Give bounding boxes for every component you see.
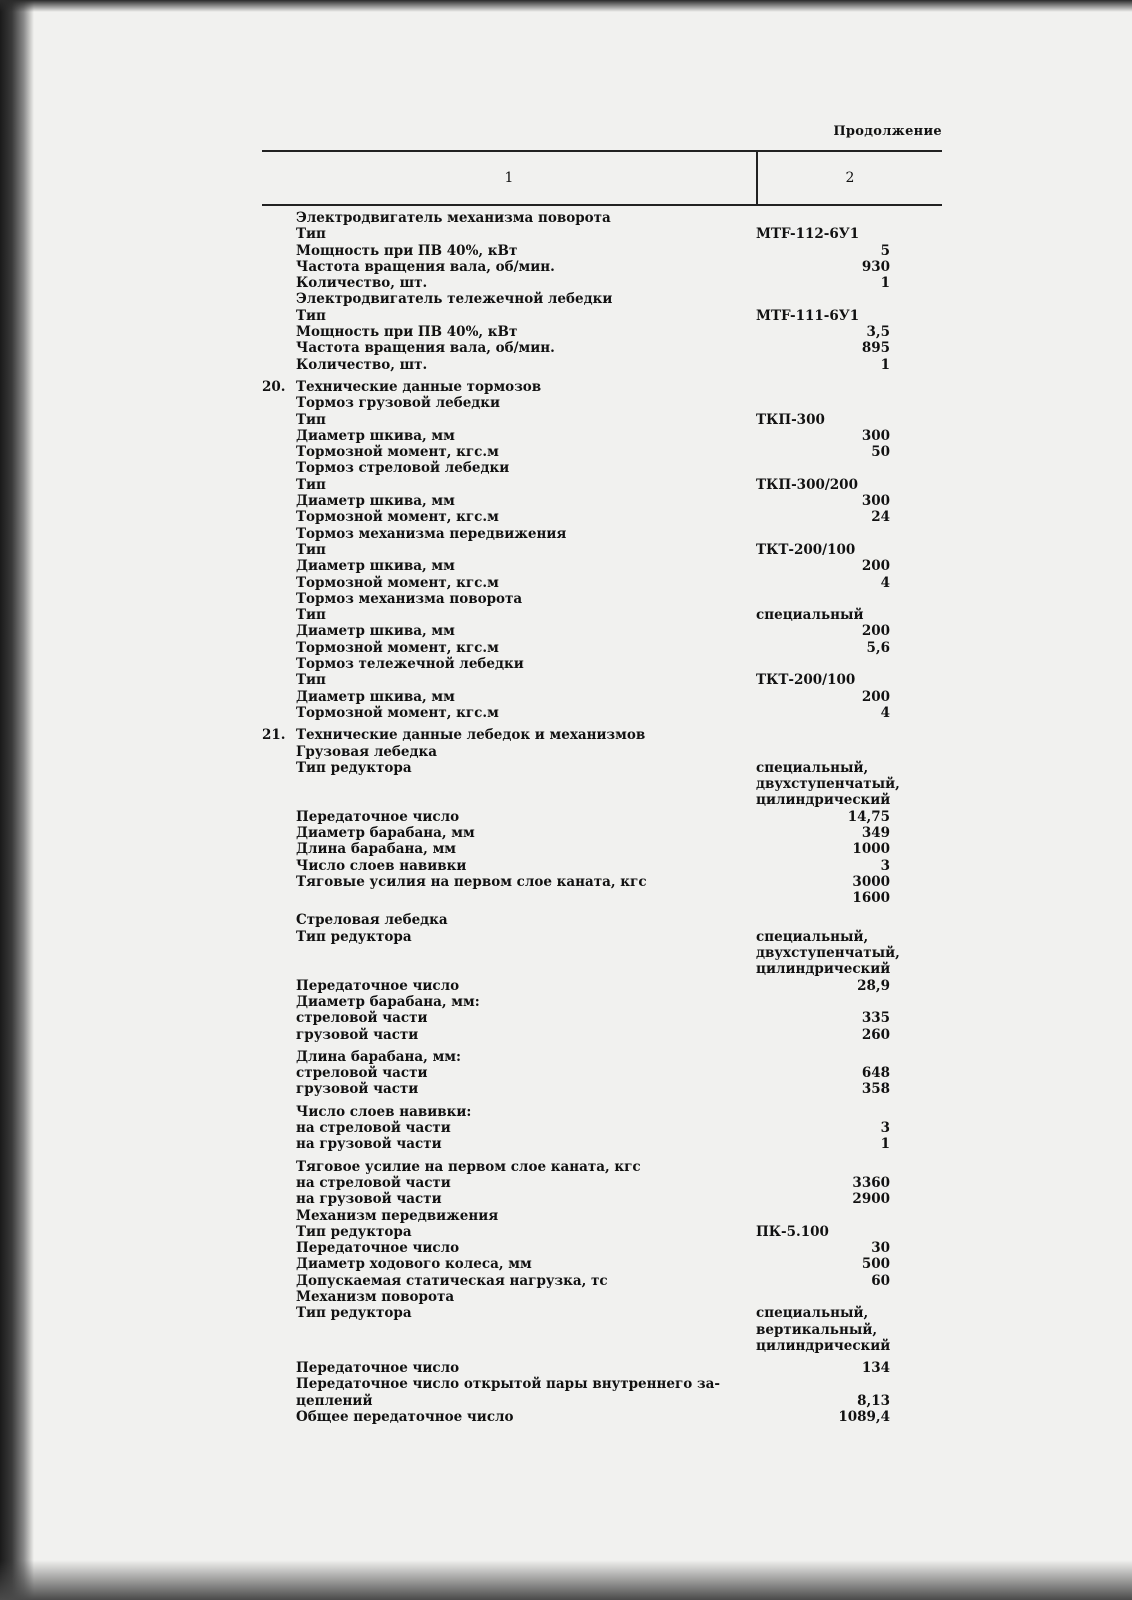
table-row — [262, 1027, 942, 1043]
row-value: 200 — [861, 558, 890, 575]
row-label — [296, 1322, 750, 1338]
table-row — [262, 656, 942, 672]
row-label: Тип — [296, 226, 326, 243]
row-label: Общее передаточное число — [296, 1409, 514, 1426]
row-value: 648 — [861, 1065, 890, 1082]
row-label: Тормоз механизма передвижения — [296, 525, 567, 542]
row-value — [750, 727, 942, 743]
row-number — [262, 760, 296, 776]
row-label: Диаметр шкива, мм — [296, 558, 455, 575]
row-number — [262, 1360, 296, 1376]
table-row — [262, 1136, 942, 1152]
row-number — [262, 809, 296, 825]
table-row — [262, 1175, 942, 1191]
row-value: специальный, — [756, 759, 869, 776]
table-row — [262, 760, 942, 776]
table-row — [262, 1159, 942, 1175]
row-value — [750, 379, 942, 395]
table-row — [262, 1289, 942, 1305]
row-label: Тип редуктора — [296, 928, 412, 945]
row-number — [262, 1224, 296, 1240]
row-label — [296, 776, 750, 792]
row-value: цилиндрический — [756, 1337, 891, 1354]
row-value: 1 — [880, 356, 890, 373]
table-row — [262, 912, 942, 928]
row-value: 5,6 — [866, 639, 890, 656]
table-row — [262, 1338, 942, 1354]
row-value: 3360 — [852, 1174, 890, 1191]
table-row — [262, 1376, 942, 1392]
table-row — [262, 874, 942, 890]
row-value — [750, 395, 942, 411]
row-value: 30 — [871, 1240, 890, 1257]
row-number — [262, 493, 296, 509]
table-row — [262, 1393, 942, 1409]
scan-top-edge — [0, 0, 1132, 12]
row-number — [262, 275, 296, 291]
row-number — [262, 1409, 296, 1425]
table-row — [262, 1224, 942, 1240]
table-row — [262, 1273, 942, 1289]
table-row — [262, 623, 942, 639]
row-number — [262, 412, 296, 428]
row-value: МТF-112-6У1 — [756, 226, 860, 243]
row-label: Тип — [296, 607, 326, 624]
table-row — [262, 275, 942, 291]
row-label: Тормозной момент, кгс.м — [296, 704, 499, 721]
table-row — [262, 1360, 942, 1376]
table-row — [262, 1409, 942, 1425]
row-value — [750, 591, 942, 607]
row-value: вертикальный, — [756, 1321, 878, 1338]
table-row — [262, 890, 942, 906]
row-number — [262, 460, 296, 476]
table-row — [262, 945, 942, 961]
row-value: 4 — [880, 574, 890, 591]
row-number — [262, 945, 296, 961]
row-label: Электродвигатель тележечной лебедки — [296, 291, 613, 308]
row-label — [296, 945, 750, 961]
row-label: Технические данные лебедок и механизмов — [296, 727, 646, 744]
row-label: Диаметр шкива, мм — [296, 427, 455, 444]
row-value: 300 — [861, 427, 890, 444]
row-label — [296, 1338, 750, 1354]
row-number — [262, 874, 296, 890]
row-value: 500 — [861, 1256, 890, 1273]
row-number — [262, 428, 296, 444]
table-row — [262, 640, 942, 656]
row-number — [262, 259, 296, 275]
row-number — [262, 243, 296, 259]
row-number — [262, 825, 296, 841]
row-label: Тормозной момент, кгс.м — [296, 639, 499, 656]
row-value — [750, 656, 942, 672]
row-label: Тип редуктора — [296, 759, 412, 776]
row-label: Передаточное число — [296, 1240, 460, 1257]
row-number — [262, 744, 296, 760]
row-number: 20. — [262, 378, 286, 395]
row-label: Тяговые усилия на первом слое каната, кгс — [296, 873, 647, 890]
table-row — [262, 291, 942, 307]
table-header-col2: 2 — [845, 170, 855, 186]
scan-left-edge — [0, 0, 34, 1600]
row-label: Тяговое усилие на первом слое каната, кгс — [296, 1158, 641, 1175]
row-value: 50 — [871, 444, 890, 461]
row-label: Тип — [296, 476, 326, 493]
row-number — [262, 340, 296, 356]
table-row — [262, 340, 942, 356]
row-value — [750, 210, 942, 226]
row-value — [750, 994, 942, 1010]
row-label: Грузовая лебедка — [296, 743, 438, 760]
row-label: Тип редуктора — [296, 1305, 412, 1322]
row-number — [262, 929, 296, 945]
row-label: Частота вращения вала, об/мин. — [296, 258, 555, 275]
table-row — [262, 412, 942, 428]
row-number — [262, 1289, 296, 1305]
row-label: Диаметр барабана, мм — [296, 824, 475, 841]
row-label: Допускаемая статическая нагрузка, тс — [296, 1272, 608, 1289]
row-value: 1089,4 — [838, 1409, 890, 1426]
row-label: Диаметр шкива, мм — [296, 493, 455, 510]
table-header — [262, 150, 942, 206]
row-value: 2900 — [852, 1191, 890, 1208]
table-row — [262, 226, 942, 242]
row-number — [262, 961, 296, 977]
table-row — [262, 672, 942, 688]
row-value — [750, 526, 942, 542]
row-number — [262, 858, 296, 874]
row-number — [262, 1393, 296, 1409]
row-label: Число слоев навивки — [296, 857, 467, 874]
row-number — [262, 994, 296, 1010]
row-label: Тормоз грузовой лебедки — [296, 395, 501, 412]
row-value: ТКТ-200/100 — [756, 672, 856, 689]
row-label: Механизм поворота — [296, 1289, 455, 1305]
row-number — [262, 890, 296, 906]
table-row — [262, 493, 942, 509]
row-label: на грузовой части — [296, 1136, 442, 1153]
row-value: 930 — [861, 258, 890, 275]
row-number — [262, 656, 296, 672]
row-label: Диаметр барабана, мм: — [296, 993, 480, 1010]
row-value: 134 — [861, 1360, 890, 1377]
row-label: Механизм передвижения — [296, 1207, 499, 1224]
row-number — [262, 444, 296, 460]
table-row — [262, 243, 942, 259]
table-row — [262, 1191, 942, 1207]
spec-table-body — [262, 210, 942, 1425]
row-number — [262, 1159, 296, 1175]
row-value: цилиндрический — [756, 792, 891, 809]
row-label: Стреловая лебедка — [296, 912, 448, 929]
row-value: двухступенчатый, — [756, 945, 900, 962]
row-number — [262, 1081, 296, 1097]
table-row — [262, 558, 942, 574]
row-label: цеплений — [296, 1392, 373, 1409]
row-value: 358 — [861, 1081, 890, 1098]
row-value — [750, 912, 942, 928]
row-number — [262, 1027, 296, 1043]
table-row — [262, 357, 942, 373]
table-row — [262, 379, 942, 395]
row-value: 24 — [871, 509, 890, 526]
row-number — [262, 395, 296, 411]
row-value — [750, 460, 942, 476]
row-number — [262, 912, 296, 928]
row-label: Передаточное число — [296, 1360, 460, 1377]
table-row — [262, 324, 942, 340]
table-row — [262, 929, 942, 945]
row-label: Технические данные тормозов — [296, 378, 542, 395]
table-row — [262, 1010, 942, 1026]
row-number — [262, 1376, 296, 1392]
row-label: Тормоз тележечной лебедки — [296, 656, 524, 673]
row-label: Мощность при ПВ 40%, кВт — [296, 242, 518, 259]
row-number — [262, 526, 296, 542]
row-value — [750, 291, 942, 307]
row-value: 1600 — [852, 890, 890, 907]
table-row — [262, 792, 942, 808]
row-number — [262, 591, 296, 607]
table-row — [262, 210, 942, 226]
row-label: Диаметр шкива, мм — [296, 623, 455, 640]
row-label: Тормозной момент, кгс.м — [296, 574, 499, 591]
row-number — [262, 1338, 296, 1354]
row-number — [262, 509, 296, 525]
row-value: 335 — [861, 1010, 890, 1027]
table-row — [262, 744, 942, 760]
table-row — [262, 994, 942, 1010]
row-number — [262, 1256, 296, 1272]
row-label: Тормоз механизма поворота — [296, 590, 523, 607]
table-row — [262, 509, 942, 525]
row-label: Длина барабана, мм: — [296, 1048, 462, 1065]
row-label: на стреловой части — [296, 1174, 451, 1191]
row-number — [262, 226, 296, 242]
row-number — [262, 705, 296, 721]
row-number — [262, 1010, 296, 1026]
table-row — [262, 591, 942, 607]
row-number — [262, 324, 296, 340]
row-number — [262, 308, 296, 324]
table-row — [262, 776, 942, 792]
row-value — [750, 744, 942, 760]
row-label: Электродвигатель механизма поворота — [296, 210, 611, 226]
row-value: МТF-111-6У1 — [756, 307, 860, 324]
row-label: Тип редуктора — [296, 1223, 412, 1240]
row-label: Передаточное число открытой пары внутреннего за- — [296, 1376, 720, 1393]
row-number — [262, 1049, 296, 1065]
row-label: Передаточное число — [296, 808, 460, 825]
table-row — [262, 705, 942, 721]
row-number — [262, 1065, 296, 1081]
row-value — [750, 1049, 942, 1065]
table-row — [262, 727, 942, 743]
row-label: на стреловой части — [296, 1120, 451, 1137]
table-row — [262, 607, 942, 623]
row-value: 5 — [880, 242, 890, 259]
table-header-col1: 1 — [262, 152, 758, 204]
row-value — [750, 1208, 942, 1224]
row-value: двухступенчатый, — [756, 776, 900, 793]
row-label: на грузовой части — [296, 1191, 442, 1208]
row-number — [262, 623, 296, 639]
row-value: ТКП-300/200 — [756, 476, 858, 493]
table-row — [262, 1322, 942, 1338]
row-number: 21. — [262, 727, 286, 744]
row-value: специальный, — [756, 1305, 869, 1322]
row-number — [262, 776, 296, 792]
row-label: стреловой части — [296, 1010, 428, 1027]
row-value: 3 — [880, 857, 890, 874]
table-row — [262, 395, 942, 411]
table-row — [262, 1120, 942, 1136]
row-label: Тормозной момент, кгс.м — [296, 444, 499, 461]
row-number — [262, 1191, 296, 1207]
table-row — [262, 961, 942, 977]
row-number — [262, 672, 296, 688]
row-value: 349 — [861, 824, 890, 841]
row-value: 1 — [880, 275, 890, 292]
row-number — [262, 558, 296, 574]
row-label: Тип — [296, 541, 326, 558]
row-number — [262, 210, 296, 226]
row-number — [262, 357, 296, 373]
row-value: 14,75 — [847, 808, 890, 825]
row-label: Тормозной момент, кгс.м — [296, 509, 499, 526]
row-label: Число слоев навивки: — [296, 1103, 472, 1120]
row-label: Тип — [296, 672, 326, 689]
table-row — [262, 1081, 942, 1097]
table-row — [262, 809, 942, 825]
row-value: 200 — [861, 623, 890, 640]
row-number — [262, 1322, 296, 1338]
row-number — [262, 792, 296, 808]
table-row — [262, 542, 942, 558]
table-row — [262, 689, 942, 705]
row-label: Передаточное число — [296, 977, 460, 994]
row-label: стреловой части — [296, 1065, 428, 1082]
row-number — [262, 978, 296, 994]
row-number — [262, 1104, 296, 1120]
row-number — [262, 1208, 296, 1224]
row-value — [750, 1104, 942, 1120]
row-value: 260 — [861, 1026, 890, 1043]
table-row — [262, 1065, 942, 1081]
row-value: 895 — [861, 340, 890, 357]
row-label: Тип — [296, 411, 326, 428]
row-label: Количество, шт. — [296, 356, 428, 373]
row-value: 1000 — [852, 841, 890, 858]
row-number — [262, 1120, 296, 1136]
row-value — [750, 1159, 942, 1175]
row-value: 200 — [861, 688, 890, 705]
row-label: Частота вращения вала, об/мин. — [296, 340, 555, 357]
row-number — [262, 542, 296, 558]
table-row — [262, 1104, 942, 1120]
row-label: Тип — [296, 307, 326, 324]
continuation-caption: Продолжение — [833, 124, 942, 139]
table-row — [262, 575, 942, 591]
scan-bottom-edge — [0, 1560, 1132, 1600]
row-number — [262, 477, 296, 493]
table-row — [262, 841, 942, 857]
row-label: грузовой части — [296, 1026, 419, 1043]
row-number — [262, 607, 296, 623]
row-value: ПК-5.100 — [756, 1223, 829, 1240]
row-value: 60 — [871, 1272, 890, 1289]
table-row — [262, 1305, 942, 1321]
table-row — [262, 1049, 942, 1065]
table-row — [262, 259, 942, 275]
table-row — [262, 858, 942, 874]
row-number — [262, 291, 296, 307]
row-number — [262, 575, 296, 591]
row-number — [262, 689, 296, 705]
table-row — [262, 825, 942, 841]
row-value: 3 — [880, 1120, 890, 1137]
row-number — [262, 841, 296, 857]
row-label: Мощность при ПВ 40%, кВт — [296, 324, 518, 341]
row-value: специальный, — [756, 928, 869, 945]
table-row — [262, 477, 942, 493]
row-number — [262, 1273, 296, 1289]
table-row — [262, 308, 942, 324]
row-value: цилиндрический — [756, 961, 891, 978]
row-value: 4 — [880, 704, 890, 721]
row-value: ТКТ-200/100 — [756, 541, 856, 558]
row-value — [750, 1289, 942, 1305]
row-value: 28,9 — [857, 977, 890, 994]
row-value: 3000 — [852, 873, 890, 890]
row-label: Длина барабана, мм — [296, 841, 457, 858]
row-label: Количество, шт. — [296, 275, 428, 292]
row-value: 300 — [861, 493, 890, 510]
table-row — [262, 444, 942, 460]
row-value: специальный — [756, 607, 864, 624]
row-number — [262, 1175, 296, 1191]
row-label — [296, 792, 750, 808]
row-number — [262, 1305, 296, 1321]
row-label: грузовой части — [296, 1081, 419, 1098]
row-label: Диаметр ходового колеса, мм — [296, 1256, 532, 1273]
row-label — [296, 890, 750, 906]
table-row — [262, 1208, 942, 1224]
row-value: ТКП-300 — [756, 411, 825, 428]
table-row — [262, 460, 942, 476]
row-value: 3,5 — [866, 324, 890, 341]
row-label: Тормоз стреловой лебедки — [296, 460, 510, 477]
row-number — [262, 1136, 296, 1152]
row-label: Диаметр шкива, мм — [296, 688, 455, 705]
row-number — [262, 640, 296, 656]
row-number — [262, 1240, 296, 1256]
table-row — [262, 526, 942, 542]
row-label — [296, 961, 750, 977]
table-row — [262, 1256, 942, 1272]
table-row — [262, 428, 942, 444]
table-row — [262, 978, 942, 994]
row-value — [750, 1376, 942, 1392]
row-value: 8,13 — [857, 1392, 890, 1409]
row-value: 1 — [880, 1136, 890, 1153]
table-row — [262, 1240, 942, 1256]
